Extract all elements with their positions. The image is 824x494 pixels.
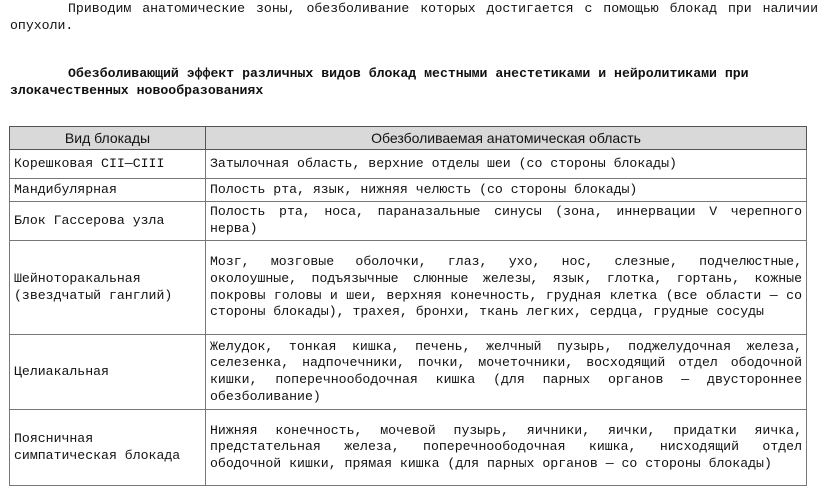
header-block-type: Вид блокады: [10, 127, 206, 150]
block-type-cell: Шейноторакальная (звездчатый ганглий): [10, 241, 206, 335]
block-type-cell: Корешковая CII—CIII: [10, 150, 206, 179]
anatomical-area-cell: Затылочная область, верхние отделы шеи (со стороны блокады): [206, 150, 807, 179]
anatomical-area-cell: Мозг, мозговые оболочки, глаз, ухо, нос, слезные, подчелюстные, околоушные, подъязычные слюнные железы, язык, глотка, гортань, кожные покровы головы и шеи, верхняя конечность, грудная клетка (все области — со стороны блокады), трахея, бронхи, ткань легких, сердца, грудные сосуды: [206, 241, 807, 335]
table-caption: Обезболивающий эффект различных видов блокад местными анестетиками и нейролитиками при злокачественных новообразованиях: [10, 66, 749, 98]
table-row: [10, 150, 807, 179]
table-header-row: [10, 127, 807, 150]
block-type-cell: Целиакальная: [10, 335, 206, 410]
anatomical-area-cell: Полость рта, носа, параназальные синусы (зона, иннервации V черепного нерва): [206, 202, 807, 241]
anatomical-area-cell: Нижняя конечность, мочевой пузырь, яичники, яички, придатки яичка, предстательная железа, поперечноободочная кишка, нисходящий отдел ободочной кишки, прямая кишка (для парных органов — со стороны блокады): [206, 410, 807, 486]
table-row: [10, 241, 807, 335]
anatomical-area-cell: Полость рта, язык, нижняя челюсть (со стороны блокады): [206, 179, 807, 202]
block-type-cell: Блок Гассерова узла: [10, 202, 206, 241]
block-type-cell: Поясничная симпатическая блокада: [10, 410, 206, 486]
block-type-cell: Мандибулярная: [10, 179, 206, 202]
intro-paragraph: Приводим анатомические зоны, обезболивание которых достигается с помощью блокад при наличии опухоли.: [10, 1, 818, 33]
blockade-table: [9, 126, 807, 486]
table-row: [10, 202, 807, 241]
table-row: [10, 410, 807, 486]
table-row: [10, 335, 807, 410]
header-anatomical-area: Обезболиваемая анатомическая область: [206, 127, 807, 150]
anatomical-area-cell: Желудок, тонкая кишка, печень, желчный пузырь, поджелудочная железа, селезенка, надпочечники, почки, мочеточники, восходящий отдел ободочной кишки, поперечноободочная кишка (для парных органов — двустороннее обезболивание): [206, 335, 807, 410]
table-row: [10, 179, 807, 202]
